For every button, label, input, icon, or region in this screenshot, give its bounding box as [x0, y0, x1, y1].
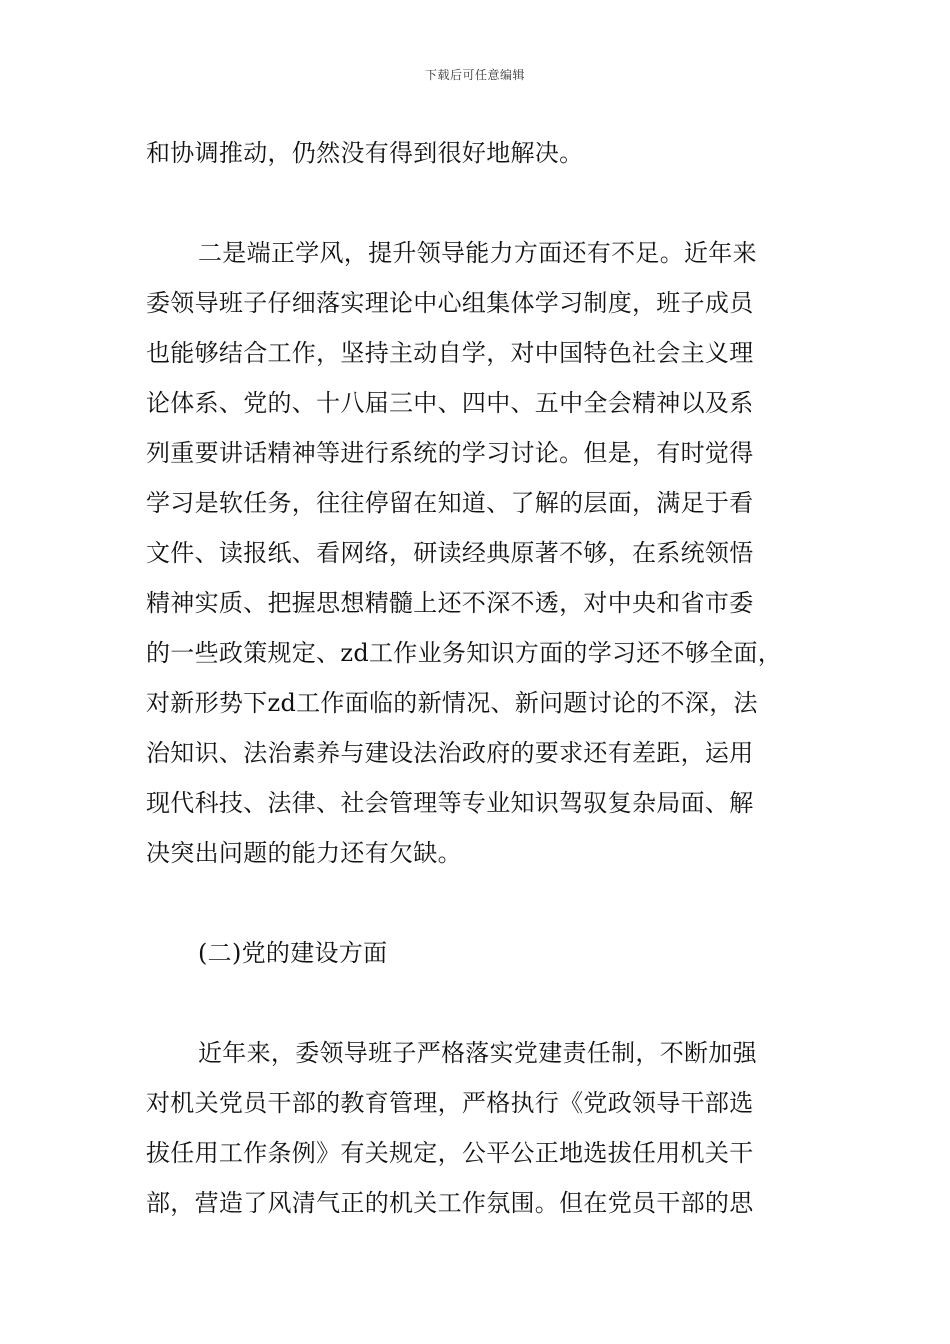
text-line: 和协调推动，仍然没有得到很好地解决。	[146, 139, 584, 167]
paragraph-continuation	[146, 128, 826, 178]
paragraph-party-building	[146, 1028, 826, 1228]
text-line: 部，营造了风清气正的机关工作氛围。但在党员干部的思	[146, 1189, 754, 1217]
text-line: 列重要讲话精神等进行系统的学习讨论。但是，有时觉得	[146, 439, 754, 467]
text-line: 对机关党员干部的教育管理，严格执行《党政领导干部选	[146, 1089, 754, 1117]
text-line: 精神实质、把握思想精髓上还不深不透，对中央和省市委	[146, 589, 754, 617]
section-heading	[146, 928, 826, 978]
text-line: 现代科技、法律、社会管理等专业知识驾驭复杂局面、解	[146, 789, 754, 817]
text-line: 近年来，委领导班子严格落实党建责任制，不断加强	[198, 1039, 757, 1067]
text-line: 拔任用工作条例》有关规定，公平公正地选拔任用机关干	[146, 1139, 754, 1167]
text-line: 二是端正学风，提升领导能力方面还有不足。近年来	[198, 239, 757, 267]
heading-line: (二)党的建设方面	[198, 939, 388, 967]
text-line: 委领导班子仔细落实理论中心组集体学习制度，班子成员	[146, 289, 754, 317]
text-line: 也能够结合工作，坚持主动自学，对中国特色社会主义理	[146, 339, 754, 367]
text-line: 决突出问题的能力还有欠缺。	[146, 839, 462, 867]
document-body	[146, 128, 826, 1228]
text-line: 学习是软任务，往往停留在知道、了解的层面，满足于看	[146, 489, 754, 517]
text-line: 的一些政策规定、zd工作业务知识方面的学习还不够全面，	[146, 639, 783, 667]
text-line: 对新形势下zd工作面临的新情况、新问题讨论的不深，法	[146, 689, 758, 717]
text-line: 治知识、法治素养与建设法治政府的要求还有差距，运用	[146, 739, 754, 767]
paragraph-study-style	[146, 228, 826, 878]
text-line: 论体系、党的、十八届三中、四中、五中全会精神以及系	[146, 389, 754, 417]
page-header: 下载后可任意编辑	[424, 68, 525, 82]
text-line: 文件、读报纸、看网络，研读经典原著不够，在系统领悟	[146, 539, 754, 567]
